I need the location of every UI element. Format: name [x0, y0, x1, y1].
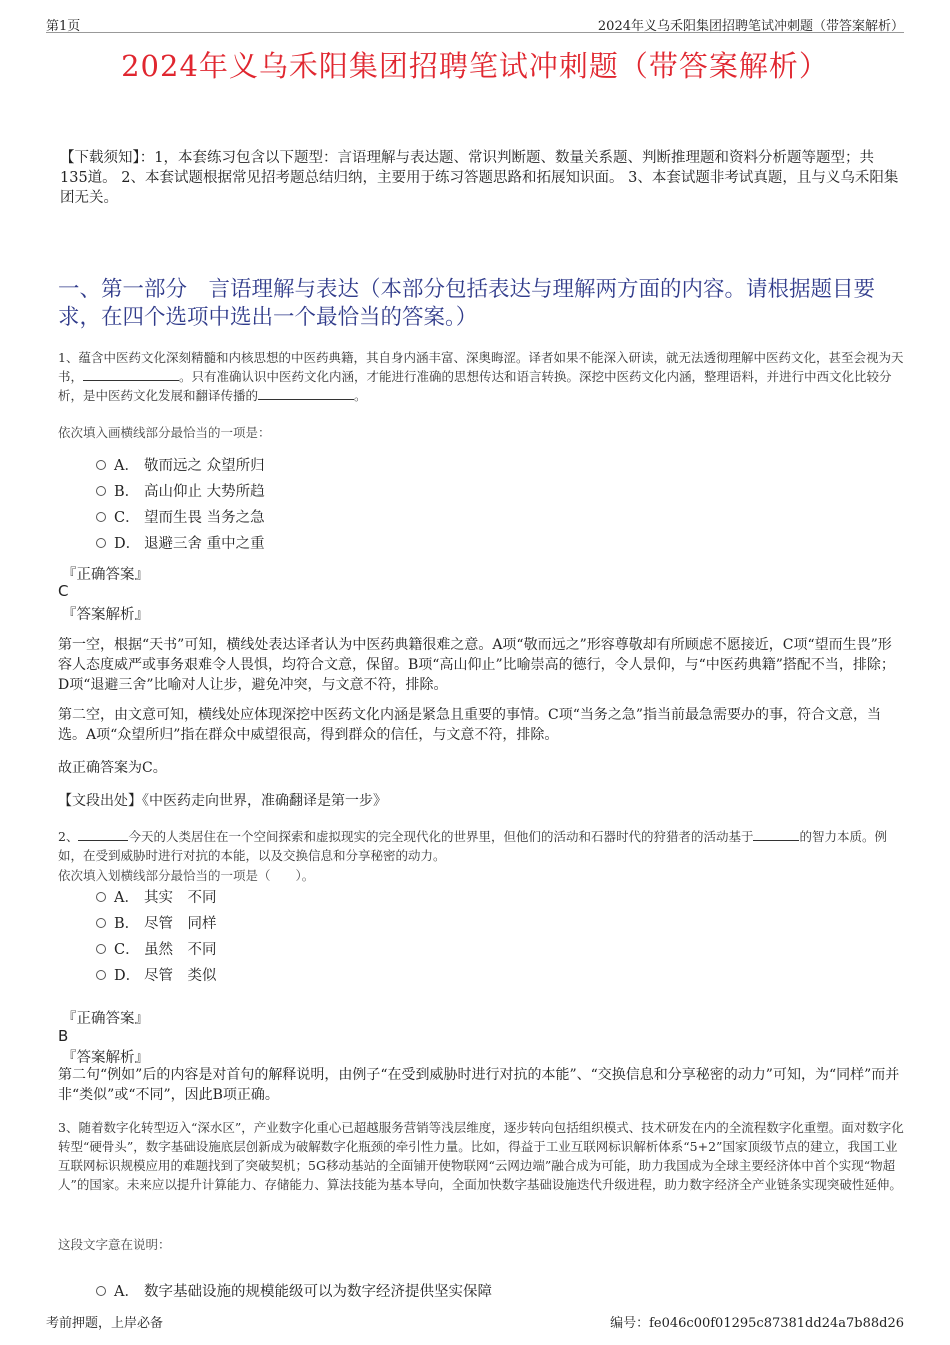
- question-1-text-part: 。只有准确认识中医药文化内涵，才能进行准确的思想传达和语言转换。深挖中医药文化内涵，整理语料，并进行中西文化比较分析，是中医药文化发展和翻译传播的: [58, 369, 892, 403]
- question-1-option-b[interactable]: [96, 482, 265, 502]
- header-doc-title: 2024年义乌禾阳集团招聘笔试冲刺题（带答案解析）: [597, 19, 904, 34]
- option-letter: C．: [114, 942, 140, 958]
- fill-blank: [78, 840, 128, 841]
- option-text: 尽管 类似: [144, 968, 217, 984]
- option-letter: A．: [114, 1284, 139, 1300]
- fill-blank: [258, 399, 354, 400]
- option-letter: C．: [114, 510, 140, 526]
- question-2-option-b[interactable]: [96, 914, 217, 934]
- option-letter: A．: [114, 458, 139, 474]
- option-letter: D．: [114, 536, 141, 552]
- radio-icon[interactable]: [96, 970, 106, 980]
- fill-blank: [753, 840, 799, 841]
- radio-icon[interactable]: [96, 892, 106, 902]
- question-1-stem: [58, 348, 904, 405]
- question-3-prompt: 这段文字意在说明：: [58, 1237, 171, 1252]
- question-2-number: 2、: [58, 829, 79, 844]
- option-text: 虽然 不同: [144, 942, 217, 958]
- option-letter: B．: [114, 484, 140, 500]
- question-1-text-part: 。: [354, 388, 367, 403]
- option-letter: A．: [114, 890, 139, 906]
- option-text: 退避三舍 重中之重: [144, 536, 265, 552]
- correct-answer: C: [58, 582, 69, 600]
- question-1-option-d[interactable]: [96, 534, 265, 554]
- footer-slogan: 考前押题，上岸必备: [46, 1316, 164, 1331]
- correct-answer-label: 『正确答案』: [62, 567, 149, 583]
- page-number: 第1页: [46, 19, 81, 34]
- fill-blank: [83, 380, 179, 381]
- radio-icon[interactable]: [96, 538, 106, 548]
- question-1-option-c[interactable]: [96, 508, 265, 528]
- analysis-paragraph: 第二句“例如”后的内容是对首句的解释说明，由例子“在受到威胁时进行对抗的本能”、“交换信息和分享秘密的动力”可知，为“同样”而并非“类似”或“不同”，因此B项正确。: [58, 1067, 900, 1103]
- question-2-stem: [58, 827, 904, 865]
- option-text: 其实 不同: [144, 890, 217, 906]
- option-text: 尽管 同样: [144, 916, 217, 932]
- option-letter: D．: [114, 968, 141, 984]
- radio-icon[interactable]: [96, 1286, 106, 1296]
- footer-doc-id: 编号：fe046c00f01295c87381dd24a7b88d26: [610, 1316, 904, 1331]
- radio-icon[interactable]: [96, 918, 106, 928]
- option-text: 数字基础设施的规模能级可以为数字经济提供坚实保障: [144, 1284, 492, 1300]
- question-2-option-c[interactable]: [96, 940, 217, 960]
- radio-icon[interactable]: [96, 486, 106, 496]
- question-1-prompt: 依次填入画横线部分最恰当的一项是：: [58, 425, 271, 440]
- question-2-text-part: 今天的人类居住在一个空间探索和虚拟现实的完全现代化的世界里，但他们的活动和石器时代的狩猎者的活动基于: [128, 829, 754, 844]
- question-3-option-a[interactable]: [96, 1282, 492, 1302]
- radio-icon[interactable]: [96, 512, 106, 522]
- analysis-label: 『答案解析』: [62, 1050, 149, 1066]
- section-heading: 一、第一部分 言语理解与表达（本部分包括表达与理解两方面的内容。请根据题目要求，在四个选项中选出一个最恰当的答案。）: [58, 277, 876, 330]
- question-1-option-a[interactable]: [96, 456, 265, 476]
- question-2-text-part: 的智力本质。例如，在受到威胁时进行对抗的本能，以及交换信息和分享秘密的动力。: [58, 829, 887, 863]
- text-source: 【文段出处】《中医药走向世界，准确翻译是第一步》: [58, 793, 387, 809]
- document-title: 2024年义乌禾阳集团招聘笔试冲刺题（带答案解析）: [121, 49, 829, 83]
- radio-icon[interactable]: [96, 460, 106, 470]
- correct-answer-label: 『正确答案』: [62, 1011, 149, 1027]
- question-2-prompt: 依次填入划横线部分最恰当的一项是（ ）。: [58, 868, 315, 883]
- correct-answer: B: [58, 1027, 69, 1045]
- analysis-label: 『答案解析』: [62, 607, 149, 623]
- option-text: 高山仰止 大势所趋: [144, 484, 265, 500]
- radio-icon[interactable]: [96, 944, 106, 954]
- option-text: 望而生畏 当务之急: [144, 510, 265, 526]
- download-notice: 【下载须知】：1，本套练习包含以下题型：言语理解与表达题、常识判断题、数量关系题、判断推理题和资料分析题等题型；共135道。 2、本套试题根据常见招考题总结归纳，主要用于练习答题思路和拓展知识面。 3、本套试题非考试真题，且与义乌禾阳集团无关。: [60, 150, 899, 206]
- question-3-stem: 3、随着数字化转型迈入“深水区”，产业数字化重心已超越服务营销等浅层维度，逐步转向包括组织模式、技术研发在内的全流程数字化重塑。面对数字化转型“硬骨头”，数字基础设施底层创新成为破解数字化瓶颈的牵引性力量。比如，得益于工业互联网标识解析体系“5+2”国家顶级节点的建立，我国工业互联网标识规模应用的难题找到了突破契机；5G移动基站的全面铺开使物联网“云网边端”融合成为可能，助力我国成为全球主要经济体中首个实现“物超人”的国家。未来应以提升计算能力、存储能力、算法技能为基本导向，全面加快数字基础设施迭代升级进程，助力数字经济全产业链条实现突破性延伸。: [58, 1120, 904, 1192]
- analysis-paragraph: 第二空，由文意可知，横线处应体现深挖中医药文化内涵是紧急且重要的事情。C项“当务之急”指当前最急需要办的事，符合文意，当选。A项“众望所归”指在群众中威望很高，得到群众的信任，与文意不符，排除。: [58, 707, 882, 743]
- question-2-option-a[interactable]: [96, 888, 217, 908]
- option-letter: B．: [114, 916, 140, 932]
- page-header: [46, 14, 904, 33]
- question-1-text-part: 1、蕴含中医药文化深刻精髓和内核思想的中医药典籍，其自身内涵丰富、深奥晦涩。译者如果不能深入研读，就无法透彻理解中医药文化，甚至会视为天书，: [58, 350, 904, 384]
- question-2-option-d[interactable]: [96, 966, 217, 986]
- analysis-conclusion: 故正确答案为C。: [58, 760, 167, 776]
- option-text: 敬而远之 众望所归: [144, 458, 265, 474]
- analysis-paragraph: 第一空，根据“天书”可知，横线处表达译者认为中医药典籍很难之意。A项“敬而远之”形容尊敬却有所顾虑不愿接近，C项“望而生畏”形容人态度威严或事务艰难令人畏惧，均符合文意，保留。B项“高山仰止”比喻崇高的德行，令人景仰，与“中医药典籍”搭配不当，排除；D项“退避三舍”比喻对人让步，避免冲突，与文意不符，排除。: [58, 637, 895, 693]
